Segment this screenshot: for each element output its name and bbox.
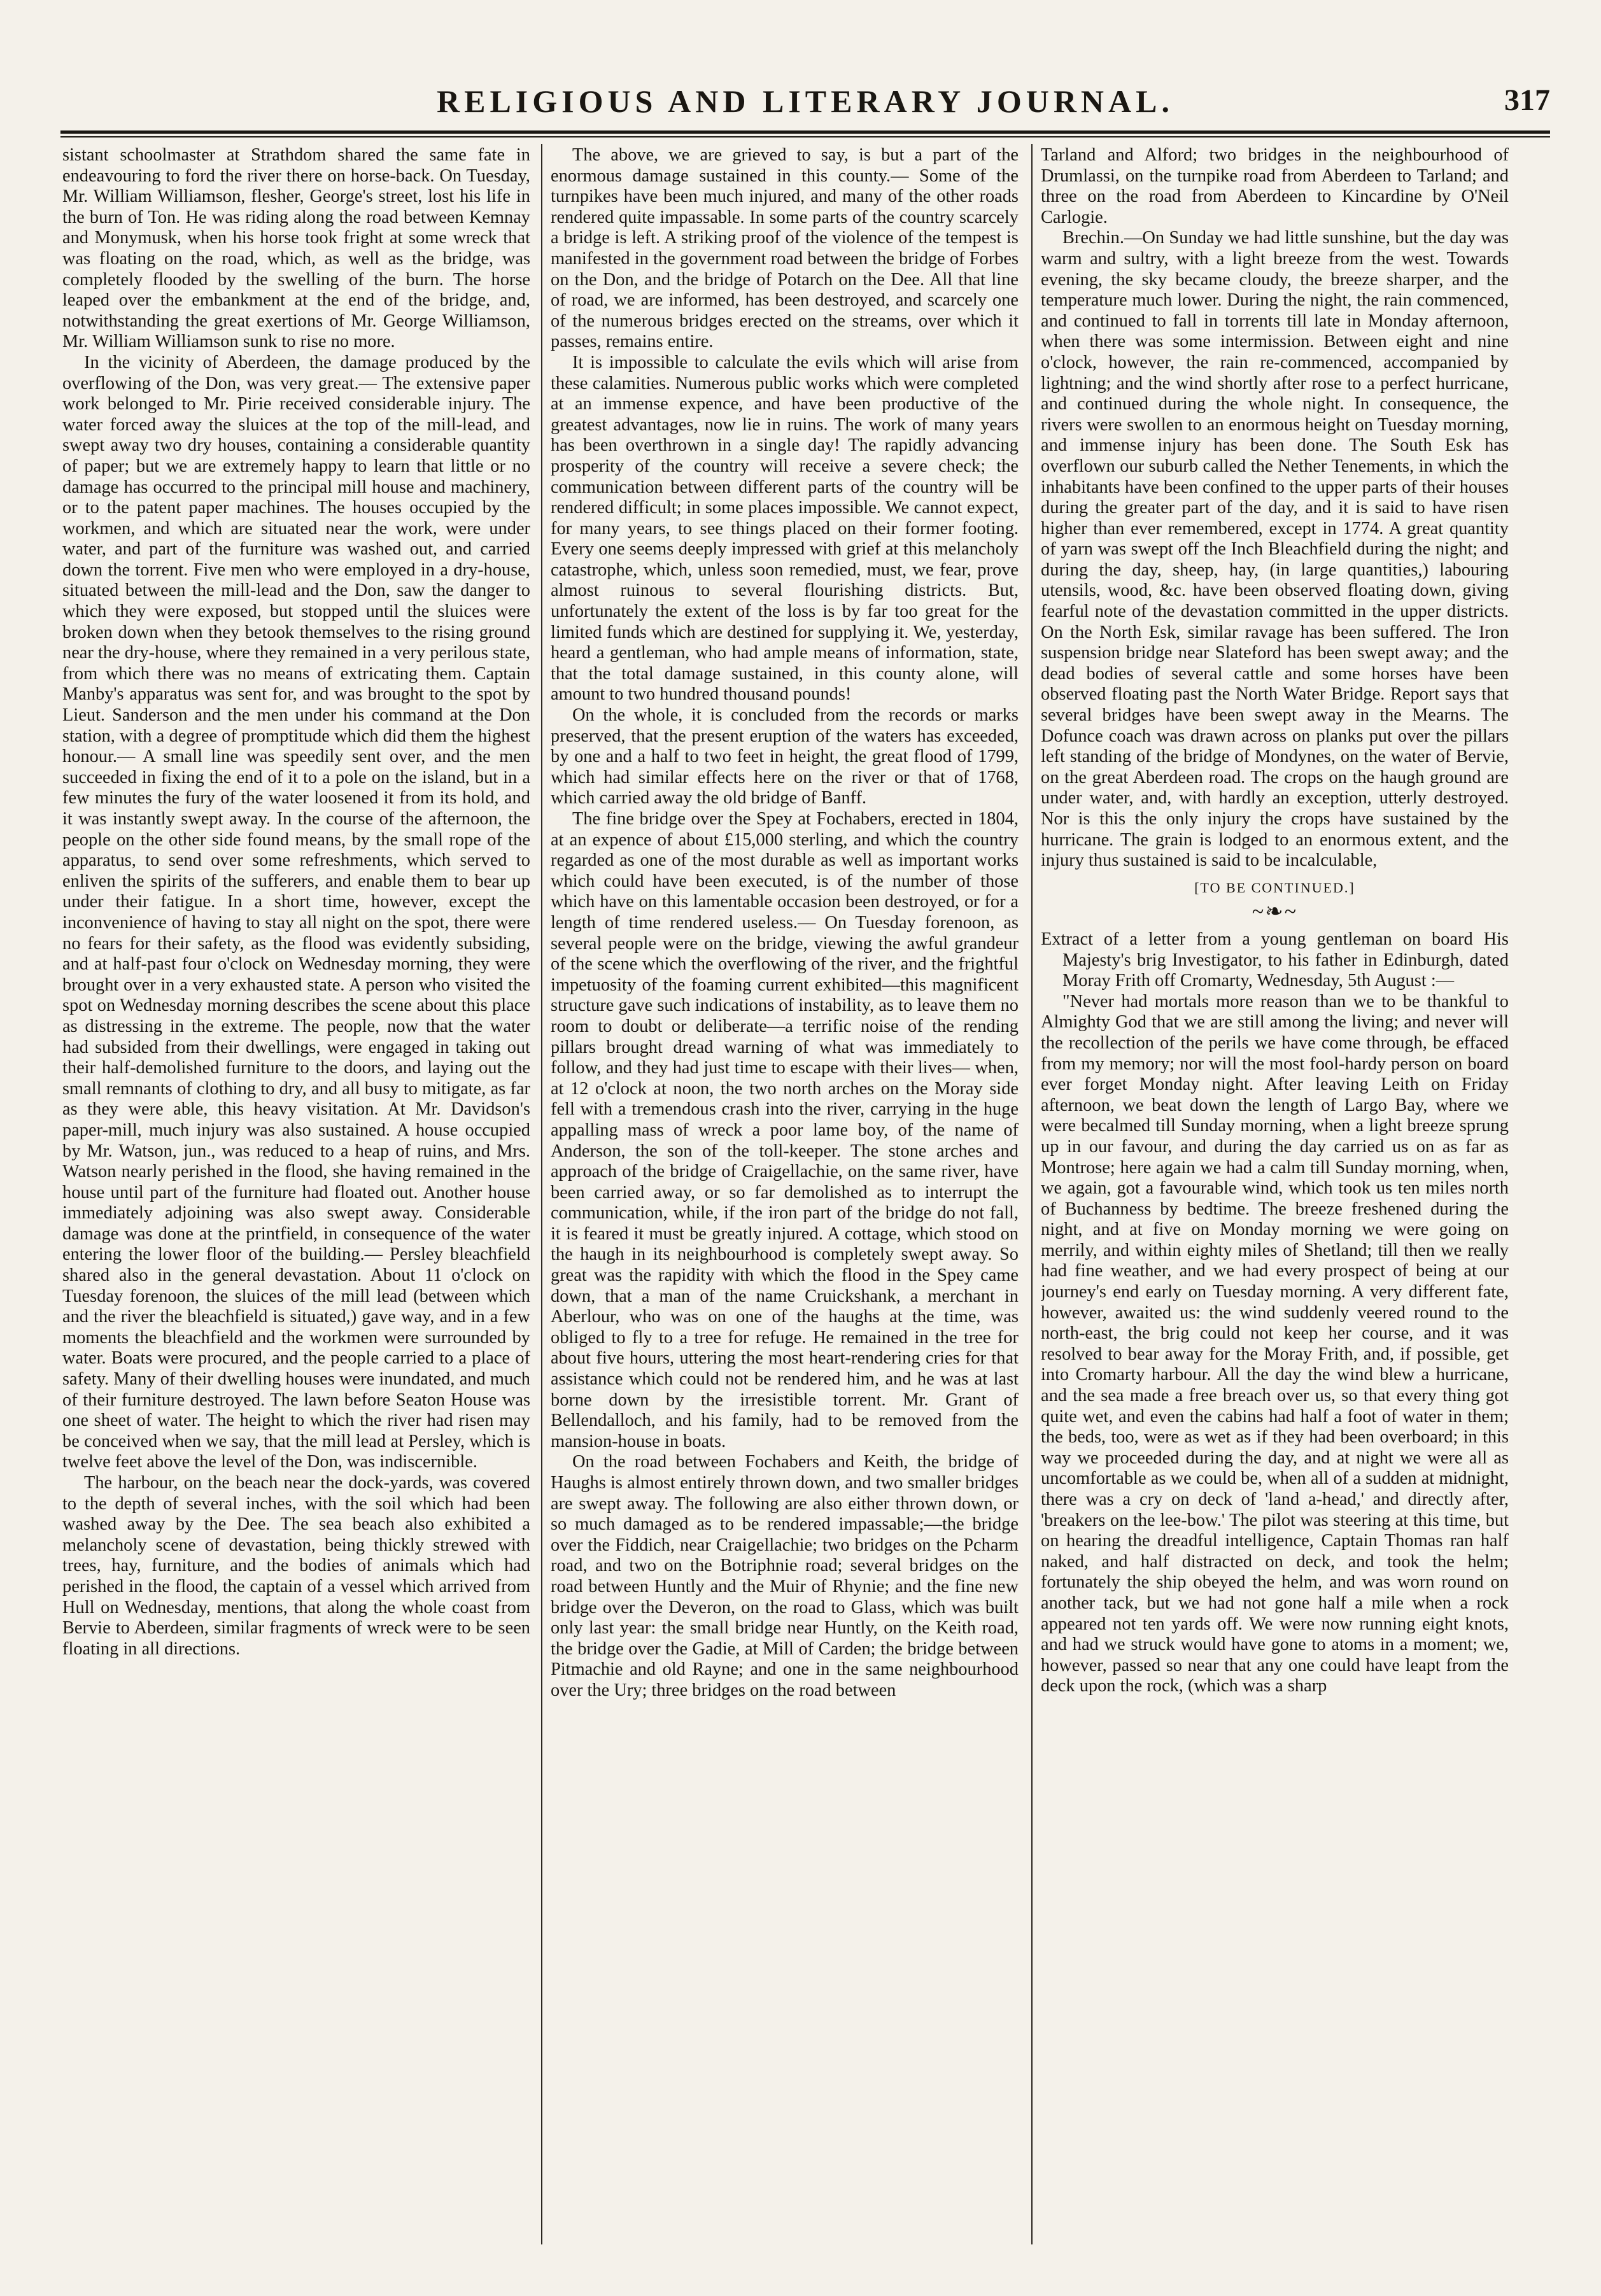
column-2 xyxy=(551,145,1019,2252)
paragraph: The above, we are grieved to say, is but a part of the enormous damage sustained in this county.— Some of the turnpikes have been much injured, and many of the other roads rendered quite impassable. In some parts of the country scarcely a bridge is left. A striking proof of the violence of the tempest is manifested in the government road between the bridge of Forbes on the Don, and the bridge of Potarch on the Dee. All that line of road, we are informed, has been destroyed, and scarcely one of the numerous bridges erected on the streams, over which it passes, remains entire. xyxy=(551,145,1019,352)
paragraph: Tarland and Alford; two bridges in the neighbourhood of Drumlassi, on the turnpike road from Aberdeen to Tarland; and three on the road from Aberdeen to Kincardine by O'Neil Carlogie. xyxy=(1041,145,1509,227)
paragraph: On the whole, it is concluded from the records or marks preserved, that the present eruption of the waters has exceeded, by one and a half to two feet in height, the great flood of 1799, which had similar effects here on the river or that of 1768, which carried away the old bridge of Banff. xyxy=(551,705,1019,808)
paragraph: The fine bridge over the Spey at Fochabers, erected in 1804, at an expence of about £15,000 sterling, and which the country regarded as one of the most durable as well as important works which could have been executed, is of the number of those which have on this lamentable occasion been destroyed, or for a length of time rendered useless.— On Tuesday forenoon, as several people were on the bridge, viewing the awful grandeur of the scene which the overflowing of the river, and the frightful impetuosity of the foaming current exhibited—this magnificent structure gave such indications of instability, as to leave them no room to doubt or deliberate—a terrific noise of the rending pillars brought dread warning of what was immediately to follow, and they had just time to escape with their lives— when, at 12 o'clock at noon, the two north arches on the Moray side fell with a tremendous crash into the river, carrying in the huge appalling mass of wreck a poor lame boy, of the name of Anderson, the son of the toll-keeper. The stone arches and approach of the bridge of Craigellachie, on the same river, have been carried away, or so far demolished as to interrupt the communication, while, if the iron part of the bridge do not fall, it is feared it must be greatly injured. A cottage, which stood on the haugh in its neighbourhood is completely swept away. So great was the rapidity with which the flood in the Spey came down, that a man of the name Cruickshank, a merchant in Aberlour, who was on one of the haughs at the time, was obliged to fly to a tree for refuge. He remained in the tree for about five hours, uttering the most heart-rendering cries for that assistance which could not be rendered him, and he was at last borne down by the irresistible torrent. Mr. Grant of Bellendalloch, and his family, had to be removed from the mansion-house in boats. xyxy=(551,809,1019,1451)
journal-title: RELIGIOUS AND LITERARY JOURNAL. xyxy=(437,83,1174,119)
paragraph: The harbour, on the beach near the dock-yards, was covered to the depth of several inches, with the soil which had been washed away by the Dee. The sea beach also exhibited a melancholy scene of devastation, being thickly strewed with trees, hay, furniture, and the bodies of animals which had perished in the flood, the captain of a vessel which arrived from Hull on Wednesday, mentions, that along the whole coast from Bervie to Aberdeen, similar fragments of wreck were to be seen floating in all directions. xyxy=(62,1473,530,1659)
column-1 xyxy=(62,145,530,2252)
paragraph: Brechin.—On Sunday we had little sunshine, but the day was warm and sultry, with a light breeze from the west. Towards evening, the sky became cloudy, the breeze sharper, and the temperature much lower. During the night, the rain commenced, and continued to fall in torrents till late in Monday afternoon, when there was some intermission. Between eight and nine o'clock, however, the rain re-commenced, accompanied by lightning; and the wind shortly after rose to a perfect hurricane, and continued during the whole night. In consequence, the rivers were swollen to an enormous height on Tuesday morning, and immense injury has been done. The South Esk has overflown our suburb called the Nether Tenements, in which the inhabitants have been confined to the upper parts of their houses during the greater part of the day, and it is said to have risen higher than ever remembered, except in 1774. A great quantity of yarn was swept off the Inch Bleachfield during the night; and during the day, sheep, hay, (in large quantities,) labouring utensils, wood, &c. have been observed floating down, giving fearful note of the devastation committed in the upper districts. On the North Esk, similar ravage has been suffered. The Iron suspension bridge near Slateford has been swept away; and the dead bodies of several cattle and some horses have been observed floating past the North Water Bridge. Report says that several bridges have been swept away in the Mearns. The Dofunce coach was drawn across on planks put over the pillars left standing of the bridge of Mondynes, on the water of Bervie, on the great Aberdeen road. The crops on the haugh ground are under water, and, with hardly an exception, utterly destroyed. Nor is this the only injury the crops have sustained by the hurricane. The grain is lodged to an enormous extent, and the injury thus sustained is said to be incalculable, xyxy=(1041,228,1509,871)
paragraph: On the road between Fochabers and Keith, the bridge of Haughs is almost entirely thrown down, and two smaller bridges are swept away. The following are also either thrown down, or so much damaged as to be rendered impassable;—the bridge over the Fiddich, near Craigellachie; two bridges on the Pcharm road, and two on the Botriphnie road; several bridges on the road between Huntly and the Muir of Rhynie; and the fine new bridge over the Deveron, on the road to Glass, which was built only last year: the small bridge near Huntly, on the Keith road, the bridge over the Gadie, at Mill of Carden; the bridge between Pitmachie and old Rayne; and one in the same neighbourhood over the Ury; three bridges on the road between xyxy=(551,1452,1019,1700)
column-3 xyxy=(1041,145,1509,2252)
column-divider-1 xyxy=(541,144,542,2244)
letter-heading: Extract of a letter from a young gentleman on board His Majesty's brig Investigator, to his father in Edinburgh, dated Moray Frith off Cromarty, Wednesday, 5th August :— xyxy=(1041,929,1509,991)
header-rule-thin xyxy=(60,136,1550,137)
ornament-divider-icon: ~❧~ xyxy=(1252,900,1298,924)
column-divider-2 xyxy=(1031,144,1033,2244)
page-header xyxy=(60,83,1550,134)
paragraph: In the vicinity of Aberdeen, the damage produced by the overflowing of the Don, was very great.— The extensive paper work belonged to Mr. Pirie received considerable injury. The water forced away the sluices at the top of the mill-lead, and swept away two dry houses, containing a considerable quantity of paper; but we are extremely happy to learn that little or no damage has occurred to the principal mill house and machinery, or to the patent paper machines. The houses occupied by the workmen, and which are situated near the work, were under water, and part of the furniture was washed out, and carried down the torrent. Five men who were employed in a dry-house, situated between the mill-lead and the Don, saw the danger to which they were exposed, but stopped until the sluices were broken down when they betook themselves to the rising ground near the dry-house, where they remained in a very perilous state, from which there was no means of extricating them. Captain Manby's apparatus was sent for, and was brought to the spot by Lieut. Sanderson and the men under his command at the Don station, with a degree of promptitude which did them the highest honour.— A small line was speedily sent over, and the men succeeded in fixing the end of it to a pole on the island, but in a few minutes the fury of the water loosened it from its hold, and it was instantly swept away. In the course of the afternoon, the people on the other side found means, by the small rope of the apparatus, to send over some refreshments, which served to enliven the spirits of the sufferers, and enable them to bear up under their fatigue. In a short time, however, except the inconvenience of having to stay all night on the spot, there were no fears for their safety, as the flood was evidently subsiding, and at half-past four o'clock on Wednesday morning, they were brought over in a very exhausted state. A person who visited the spot on Wednesday morning describes the scene about this place as distressing in the extreme. The people, now that the water had subsided from their dwellings, were engaged in taking out their half-demolished furniture to the doors, and laying out the small remnants of clothing to dry, and all busy to mitigate, as far as they were able, this heavy visitation. At Mr. Davidson's paper-mill, much injury was also sustained. A house occupied by Mr. Watson, jun., was reduced to a heap of ruins, and Mrs. Watson nearly perished in the flood, she having remained in the house until part of the furniture had floated out. Another house immediately adjoining was also swept away. Considerable damage was done at the printfield, in consequence of the water entering the lower floor of the building.— Persley bleachfield shared also in the general devastation. About 11 o'clock on Tuesday forenoon, the sluices of the mill lead (between which and the river the bleachfield is situated,) gave way, and in a few moments the bleachfield and the workmen were surrounded by water. Boats were procured, and the people carried to a place of safety. Many of their dwelling houses were inundated, and much of their furniture destroyed. The lawn before Seaton House was one sheet of water. The height to which the river had risen may be conceived when we say, that the mill lead at Persley, which is twelve feet above the level of the Don, was indiscernible. xyxy=(62,352,530,1472)
to-be-continued-note: [TO BE CONTINUED.] xyxy=(1194,879,1355,896)
paragraph: sistant schoolmaster at Strathdom shared the same fate in endeavouring to ford the river there on horse-back. On Tuesday, Mr. William Williamson, flesher, George's street, lost his life in the burn of Ton. He was riding along the road between Kemnay and Monymusk, when his horse took fright at some wreck that was floating on the road, which, as well as the bridge, was completely flooded by the swelling of the burn. The horse leaped over the embankment at the end of the bridge, and, notwithstanding the great exertions of Mr. George Williamson, Mr. William Williamson sunk to rise no more. xyxy=(62,145,530,352)
paragraph: "Never had mortals more reason than we to be thankful to Almighty God that we are still among the living; and never will the recollection of the perils we have come through, be effaced from my memory; nor will the most fool-hardy person on board ever forget Monday night. After leaving Leith on Friday afternoon, we beat down the length of Largo Bay, where we were becalmed till Sunday morning, when a light breeze sprung up in our favour, and during the day carried us on as far as Montrose; here again we had a calm till Sunday morning, when, we again, got a favourable wind, which took us ten miles north of Buchanness by bedtime. The breeze freshened during the night, and at five on Monday morning we were going on merrily, and within eighty miles of Shetland; till then we really had fine weather, and we had every prospect of being at our journey's end early on Tuesday morning. A very different fate, however, awaited us: the wind suddenly veered round to the north-east, the brig could not keep her course, and it was resolved to bear away for the Moray Frith, and, if possible, get into Cromarty harbour. All the day the wind blew a hurricane, and the sea made a free breach over us, so that every thing got quite wet, and even the cabins had half a foot of water in them; the beds, too, were as wet as if they had been overboard; in this way we proceeded during the day, and at night we were all as uncomfortable as we could be, when all of a sudden at midnight, there was a cry on deck of 'land a-head,' and directly after, 'breakers on the lee-bow.' The pilot was steering at this time, but on hearing the dreadful intelligence, Captain Thomas ran half naked, and half distracted on deck, and took the helm; fortunately the ship obeyed the helm, and was worn round on another tack, but we had not gone half a mile when a rock appeared not ten yards off. We were now running eight knots, and had we struck would have gone to atoms in a moment; we, however, passed so near that any one could have leapt from the deck upon the rock, (which was a sharp xyxy=(1041,991,1509,1696)
paragraph: It is impossible to calculate the evils which will arise from these calamities. Numerous public works which were completed at an immense expence, and have been productive of the greatest advantages, now lie in ruins. The work of many years has been overthrown in a single day! The rapidly advancing prosperity of the country will receive a severe check; the communication between different parts of the country will be rendered difficult; in some places impossible. We cannot expect, for many years, to see things placed on their former footing. Every one seems deeply impressed with grief at this melancholy catastrophe, which, unless soon remedied, must, we fear, prove almost ruinous to several flourishing districts. But, unfortunately the extent of the loss is by far too great for the limited funds which are destined for supplying it. We, yesterday, heard a gentleman, who had ample means of information, state, that the total damage sustained, in this county alone, will amount to two hundred thousand pounds! xyxy=(551,352,1019,705)
header-rule-thick xyxy=(60,130,1550,134)
page-number: 317 xyxy=(1504,83,1550,117)
